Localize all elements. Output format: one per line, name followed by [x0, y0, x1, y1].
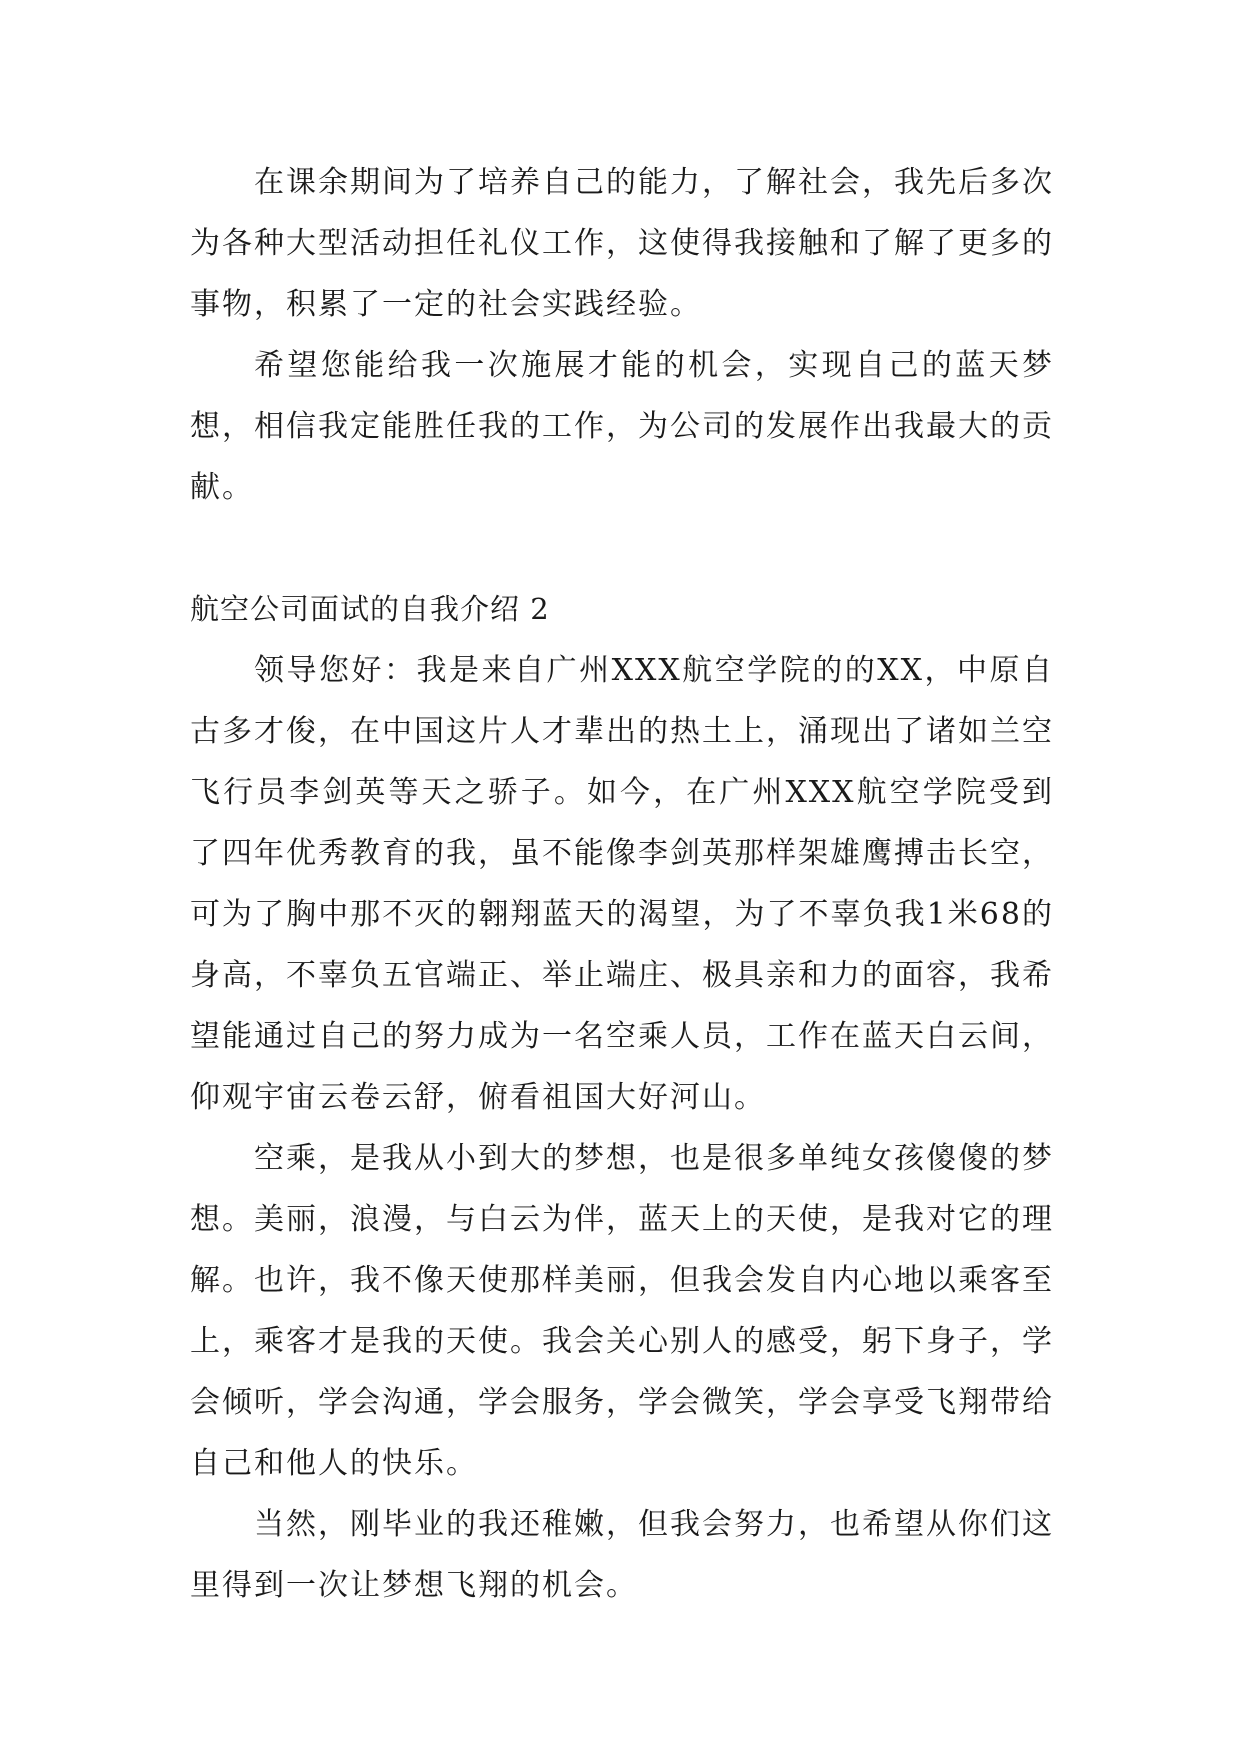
paragraph: 在课余期间为了培养自己的能力，了解社会，我先后多次为各种大型活动担任礼仪工作，这使得我接触和了解了更多的事物，积累了一定的社会实践经验。 [190, 165, 1054, 322]
section-heading: 航空公司面试的自我介绍 2 [190, 592, 550, 626]
paragraph: 领导您好：我是来自广州XXX航空学院的的XX，中原自古多才俊，在中国这片人才辈出的热土上，涌现出了诸如兰空飞行员李剑英等天之骄子。如今，在广州XXX航空学院受到了四年优秀教育的我，虽不能像李剑英那样架雄鹰搏击长空，可为了胸中那不灭的翱翔蓝天的渴望，为了不辜负我1米68的身高，不辜负五官端正、举止端庄、极具亲和力的面容，我希望能通过自己的努力成为一名空乘人员，工作在蓝天白云间，仰观宇宙云卷云舒，俯看祖国大好河山。 [190, 653, 1054, 1115]
paragraph: 希望您能给我一次施展才能的机会，实现自己的蓝天梦想，相信我定能胜任我的工作，为公司的发展作出我最大的贡献。 [190, 348, 1054, 505]
paragraph: 当然，刚毕业的我还稚嫩，但我会努力，也希望从你们这里得到一次让梦想飞翔的机会。 [190, 1507, 1054, 1603]
paragraph: 空乘，是我从小到大的梦想，也是很多单纯女孩傻傻的梦想。美丽，浪漫，与白云为伴，蓝天上的天使，是我对它的理解。也许，我不像天使那样美丽，但我会发自内心地以乘客至上，乘客才是我的天使。我会关心别人的感受，躬下身子，学会倾听，学会沟通，学会服务，学会微笑，学会享受飞翔带给自己和他人的快乐。 [190, 1141, 1054, 1481]
section-spacer [190, 518, 1054, 579]
document-body [190, 152, 1054, 1616]
